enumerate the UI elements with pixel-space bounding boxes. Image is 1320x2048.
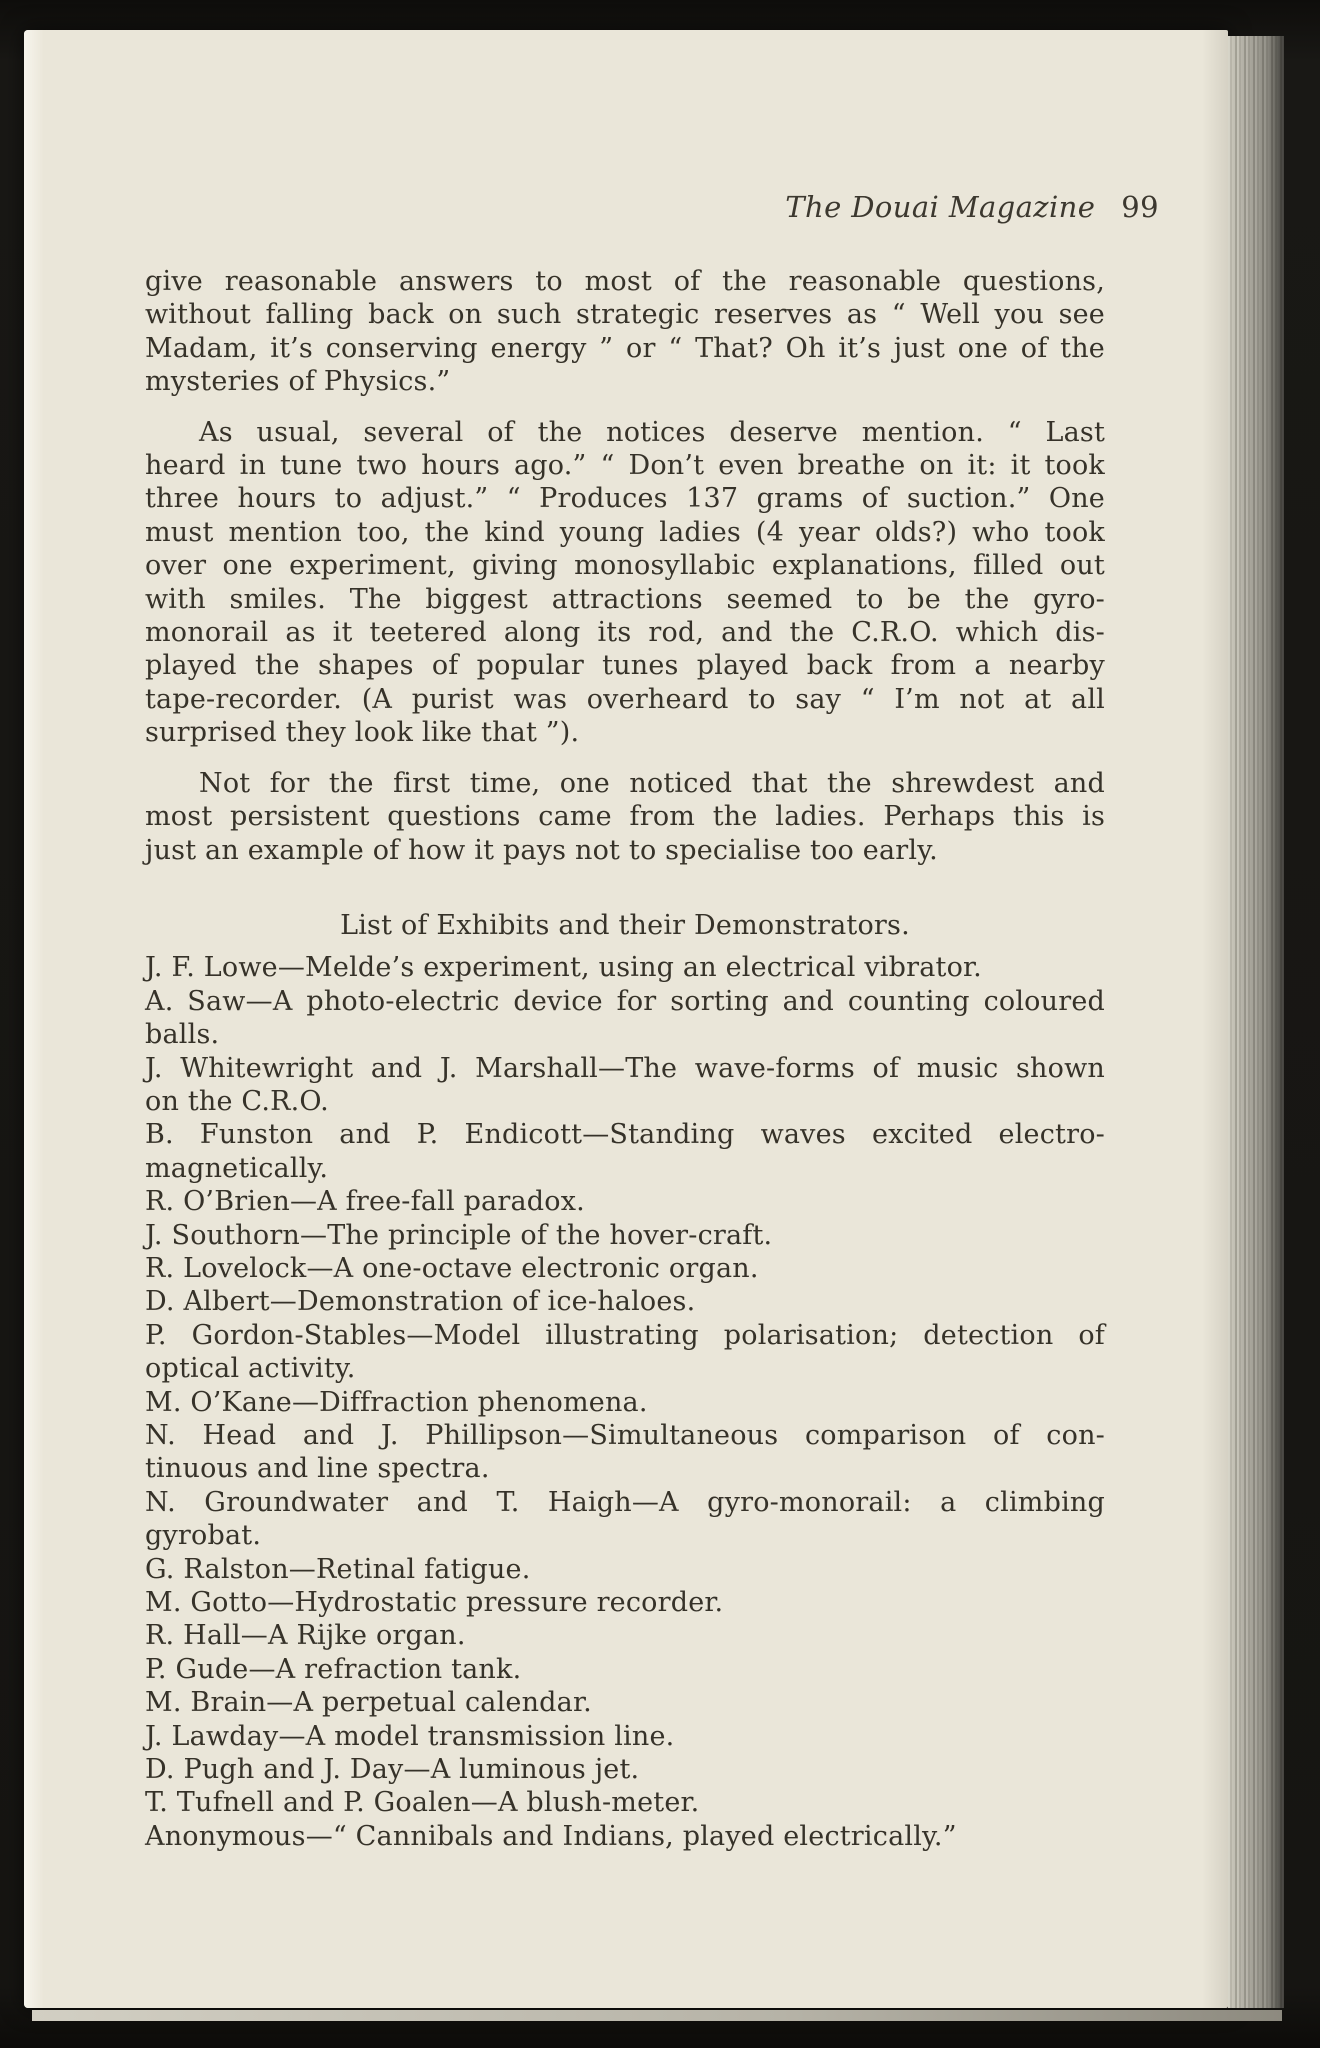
- paragraph: [145, 767, 1105, 867]
- text-line: magnetically.: [145, 1152, 329, 1184]
- text-line: M. Brain—A perpetual calendar.: [145, 1687, 592, 1719]
- text-line: with smiles. The biggest attractions seemed to be the gyro-: [145, 583, 1105, 615]
- exhibit-entry: [145, 1185, 1105, 1218]
- text-line: three hours to adjust.” “ Produces 137 grams of suction.” One: [145, 483, 1105, 515]
- text-line: played the shapes of popular tunes played back from a nearby: [145, 650, 1105, 682]
- exhibit-entry: [145, 1619, 1105, 1652]
- paragraph: [145, 265, 1105, 399]
- text-line: J. Lawday—A model transmission line.: [145, 1720, 675, 1752]
- text-line: G. Ralston—Retinal fatigue.: [145, 1553, 531, 1585]
- text-line: P. Gude—A refraction tank.: [145, 1653, 522, 1685]
- page-content: [145, 265, 1105, 1853]
- exhibit-entry: [145, 985, 1105, 1052]
- bottom-page-stack: [32, 2010, 1282, 2021]
- text-line: R. Hall—A Rijke organ.: [145, 1620, 466, 1652]
- text-line: optical activity.: [145, 1353, 356, 1385]
- text-line: As usual, several of the notices deserve mention. “ Last: [199, 416, 1105, 448]
- text-line: B. Funston and P. Endicott—Standing waves excited electro-: [145, 1119, 1105, 1151]
- text-line: R. Lovelock—A one-octave electronic organ.: [145, 1252, 759, 1284]
- text-line: P. Gordon-Stables—Model illustrating polarisation; detection of: [145, 1319, 1105, 1351]
- text-line: monorail as it teetered along its rod, and the C.R.O. which dis-: [145, 617, 1105, 649]
- text-line: surprised they look like that ”).: [145, 717, 580, 749]
- text-line: Not for the first time, one noticed that the shrewdest and: [199, 767, 1105, 799]
- section-heading: List of Exhibits and their Demonstrators.: [340, 909, 910, 941]
- exhibit-entry: [145, 1653, 1105, 1686]
- text-line: D. Albert—Demonstration of ice-haloes.: [145, 1286, 696, 1318]
- exhibit-entry: [145, 1486, 1105, 1553]
- text-line: J. Whitewright and J. Marshall—The wave-forms of music shown: [145, 1052, 1105, 1084]
- text-line: N. Groundwater and T. Haigh—A gyro-monorail: a climbing: [145, 1486, 1105, 1518]
- exhibit-entry: [145, 1419, 1105, 1486]
- magazine-title: The Douai Magazine: [785, 190, 1096, 224]
- text-line: heard in tune two hours ago.” “ Don’t even breathe on it: it took: [145, 450, 1105, 482]
- exhibit-entry: [145, 1219, 1105, 1252]
- running-header: [145, 190, 1159, 224]
- page-gutter-highlight: [24, 30, 44, 2008]
- text-line: Anonymous—“ Cannibals and Indians, played electrically.”: [145, 1820, 957, 1852]
- page-number: 99: [1121, 190, 1159, 224]
- exhibit-entry: [145, 1753, 1105, 1786]
- exhibit-entry: [145, 951, 1105, 984]
- text-line: most persistent questions came from the ladies. Perhaps this is: [145, 801, 1105, 833]
- text-line: J. Southorn—The principle of the hover-craft.: [145, 1219, 773, 1251]
- text-line: mysteries of Physics.”: [145, 366, 451, 398]
- body-paragraphs: [145, 265, 1105, 867]
- exhibits-list: [145, 951, 1105, 1853]
- text-line: J. F. Lowe—Melde’s experiment, using an electrical vibrator.: [145, 952, 982, 984]
- exhibit-entry: [145, 1252, 1105, 1285]
- text-line: balls.: [145, 1019, 220, 1051]
- exhibit-entry: [145, 1820, 1105, 1853]
- exhibit-entry: [145, 1686, 1105, 1719]
- text-line: gyrobat.: [145, 1520, 262, 1552]
- exhibit-entry: [145, 1553, 1105, 1586]
- exhibit-entry: [145, 1720, 1105, 1753]
- exhibit-entry: [145, 1285, 1105, 1318]
- text-line: just an example of how it pays not to specialise too early.: [145, 834, 938, 866]
- text-line: M. O’Kane—Diffraction phenomena.: [145, 1386, 648, 1418]
- text-line: M. Gotto—Hydrostatic pressure recorder.: [145, 1587, 724, 1619]
- text-line: N. Head and J. Phillipson—Simultaneous comparison of con-: [145, 1420, 1105, 1451]
- exhibit-entry: [145, 1052, 1105, 1119]
- text-line: without falling back on such strategic reserves as “ Well you see: [145, 299, 1105, 331]
- exhibit-entry: [145, 1319, 1105, 1386]
- exhibit-entry: [145, 1786, 1105, 1819]
- text-line: Madam, it’s conserving energy ” or “ That? Oh it’s just one of the: [145, 332, 1105, 364]
- fore-edge-page-stack: [1228, 36, 1284, 2008]
- text-line: T. Tufnell and P. Goalen—A blush-meter.: [145, 1787, 700, 1819]
- text-line: over one experiment, giving monosyllabic explanations, filled out: [145, 550, 1105, 582]
- text-line: tinuous and line spectra.: [145, 1453, 490, 1485]
- paragraph: [145, 416, 1105, 750]
- text-line: on the C.R.O.: [145, 1085, 329, 1117]
- exhibit-entry: [145, 1586, 1105, 1619]
- text-line: give reasonable answers to most of the reasonable questions,: [145, 266, 1105, 297]
- text-line: must mention too, the kind young ladies (4 year olds?) who took: [145, 516, 1105, 548]
- magazine-page: [24, 30, 1228, 2008]
- text-line: tape-recorder. (A purist was overheard to say “ I’m not at all: [145, 683, 1105, 715]
- text-line: D. Pugh and J. Day—A luminous jet.: [145, 1754, 640, 1786]
- text-line: R. O’Brien—A free-fall paradox.: [145, 1186, 585, 1218]
- exhibit-entry: [145, 1386, 1105, 1419]
- exhibit-entry: [145, 1118, 1105, 1185]
- text-line: A. Saw—A photo-electric device for sorting and counting coloured: [145, 985, 1105, 1017]
